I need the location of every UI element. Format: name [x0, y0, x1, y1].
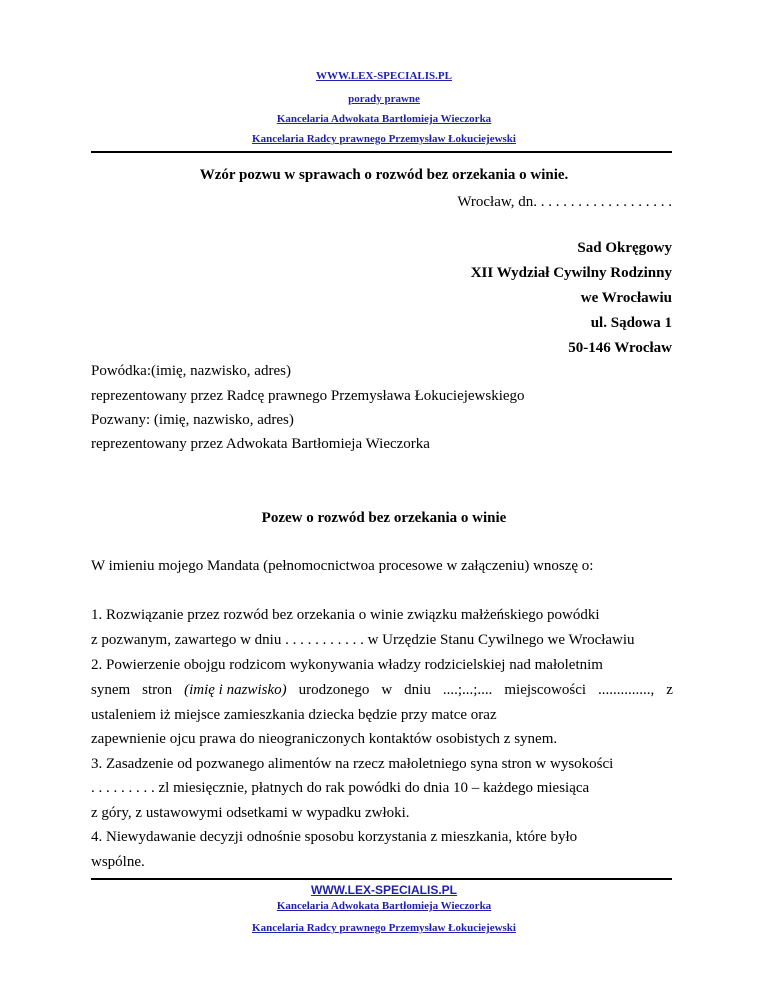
- document-title: Wzór pozwu w sprawach o rozwód bez orzekania o winie.: [199, 167, 569, 183]
- point-2-word: z: [666, 682, 673, 698]
- intro-paragraph: W imieniu mojego Mandata (pełnomocnictwoa procesowe w załączeniu) wnoszę o:: [91, 558, 594, 574]
- point-2-word: stron: [142, 682, 173, 698]
- plaintiff: Powódka:(imię, nazwisko, adres): [91, 363, 291, 379]
- header-divider: [91, 151, 672, 153]
- point-1-line-2: z pozwanym, zawartego w dniu . . . . . . . . . . . w Urzędzie Stanu Cywilnego we Wrocławiu: [91, 632, 635, 648]
- court-city: we Wrocławiu: [580, 290, 672, 306]
- point-2-line-4: zapewnienie ojcu prawa do nieograniczonych kontaktów osobistych z synem.: [91, 731, 558, 747]
- plaintiff-representative: reprezentowany przez Radcę prawnego Przemysława Łokuciejewskiego: [91, 388, 525, 404]
- point-4-line-1: 4. Niewydawanie decyzji odnośnie sposobu korzystania z mieszkania, które było: [91, 829, 578, 845]
- footer-site-link[interactable]: WWW.LEX-SPECIALIS.PL: [311, 883, 457, 897]
- point-2-word: ..............,: [598, 682, 655, 698]
- court-street: ul. Sądowa 1: [590, 315, 672, 331]
- footer-divider: [91, 878, 672, 880]
- point-1-line-1: 1. Rozwiązanie przez rozwód bez orzekania o winie związku małżeńskiego powódki: [91, 607, 600, 623]
- point-2-word: w: [381, 682, 393, 698]
- point-2-line-2: [91, 682, 673, 699]
- point-3-line-3: z góry, z ustawowymi odsetkami w wypadku zwłoki.: [91, 805, 410, 821]
- footer-firm2-link[interactable]: Kancelaria Radcy prawnego Przemysław Łokuciejewski: [252, 922, 516, 934]
- point-2-word: dniu: [404, 682, 431, 698]
- footer-firm1-link[interactable]: Kancelaria Adwokata Bartłomieja Wieczorka: [276, 900, 492, 912]
- header-tagline-link[interactable]: porady prawne: [348, 93, 420, 105]
- point-2-word: urodzonego: [298, 682, 370, 698]
- point-2-word: synem: [91, 682, 131, 698]
- point-3-line-1: 3. Zasadzenie od pozwanego alimentów na rzecz małoletniego syna stron w wysokości: [91, 756, 614, 772]
- header-firm1-link[interactable]: Kancelaria Adwokata Bartłomieja Wieczorka: [276, 113, 492, 125]
- court-name: Sad Okręgowy: [577, 240, 672, 256]
- point-2-line-1: 2. Powierzenie obojgu rodzicom wykonywania władzy rodzicielskiej nad małoletnim: [91, 657, 603, 673]
- city-date: Wrocław, dn. . . . . . . . . . . . . . . . . . .: [457, 194, 672, 210]
- point-3-line-2: . . . . . . . . . zl miesięcznie, płatnych do rak powódki do dnia 10 – każdego miesiąca: [91, 780, 590, 796]
- pleading-heading: Pozew o rozwód bez orzekania o winie: [261, 510, 507, 526]
- court-department: XII Wydział Cywilny Rodzinny: [470, 265, 672, 281]
- point-2-word-italic: (imię i nazwisko): [184, 682, 287, 698]
- defendant-representative: reprezentowany przez Adwokata Bartłomieja Wieczorka: [91, 436, 430, 452]
- point-2-word: ....;...;....: [442, 682, 493, 698]
- header-site-link[interactable]: WWW.LEX-SPECIALIS.PL: [316, 70, 452, 82]
- point-2-word: miejscowości: [504, 682, 587, 698]
- court-postal: 50-146 Wrocław: [568, 340, 672, 356]
- point-4-line-2: wspólne.: [91, 854, 145, 870]
- defendant: Pozwany: (imię, nazwisko, adres): [91, 412, 294, 428]
- point-2-line-3: ustaleniem iż miejsce zamieszkania dziecka będzie przy matce oraz: [91, 707, 497, 723]
- header-firm2-link[interactable]: Kancelaria Radcy prawnego Przemysław Łokuciejewski: [252, 133, 516, 145]
